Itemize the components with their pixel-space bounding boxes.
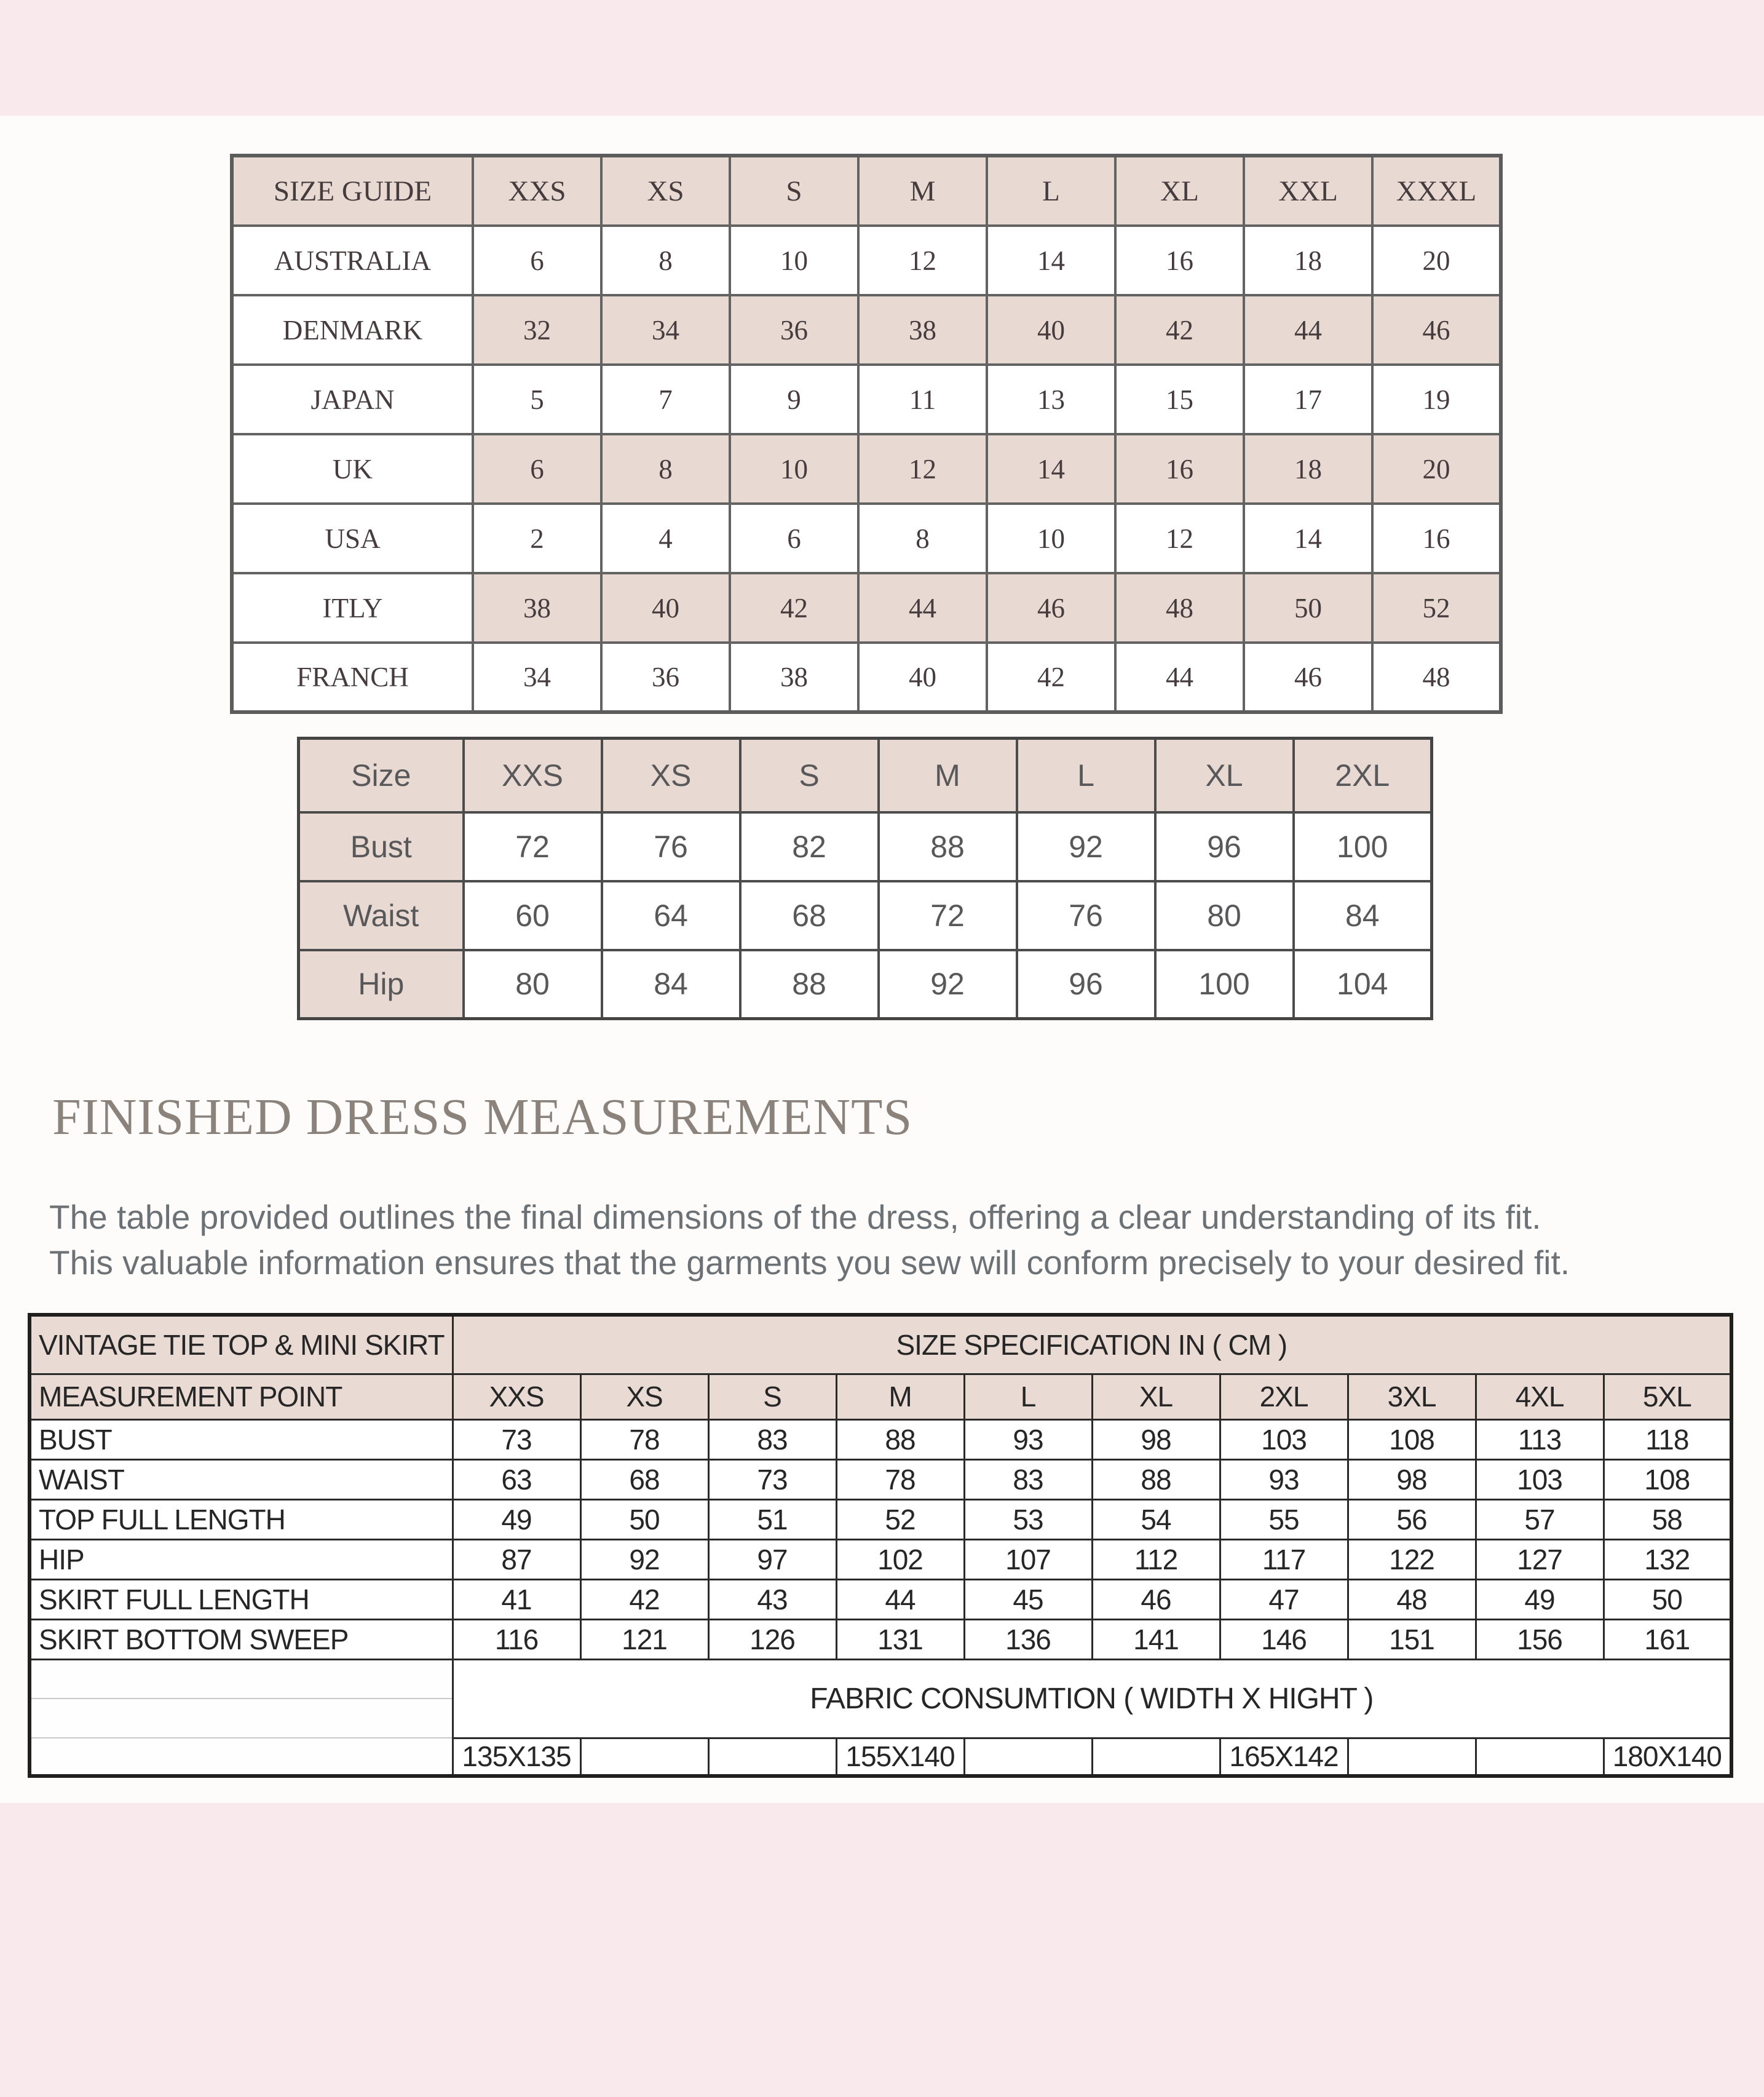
body-measurement-value-cell: 100	[1155, 950, 1294, 1019]
country-label-cell: DENMARK	[232, 295, 473, 365]
spec-measurement-value-cell: 98	[1092, 1419, 1220, 1459]
body-measurement-label-cell: Waist	[299, 881, 464, 950]
empty-label-cell	[30, 1659, 453, 1699]
spec-measurement-value-cell: 97	[708, 1539, 836, 1579]
size-guide-value-cell: 18	[1244, 226, 1372, 295]
spec-measurement-value-cell: 44	[836, 1579, 964, 1619]
spec-measurement-value-cell: 151	[1348, 1619, 1476, 1659]
spec-measurement-value-cell: 53	[964, 1499, 1092, 1539]
fabric-value-cell	[708, 1738, 836, 1776]
size-guide-value-cell: 38	[858, 295, 987, 365]
size-guide-size-header-cell: XXS	[473, 156, 601, 226]
size-guide-value-cell: 6	[473, 226, 601, 295]
empty-label-cell	[30, 1699, 453, 1738]
fabric-value-cell: 180X140	[1604, 1738, 1731, 1776]
country-label-cell: ITLY	[232, 573, 473, 643]
spec-measurement-value-cell: 92	[580, 1539, 708, 1579]
body-measurement-value-cell: 96	[1155, 812, 1294, 881]
spec-measurement-value-cell: 50	[580, 1499, 708, 1539]
size-guide-value-cell: 44	[1115, 643, 1244, 712]
spec-measurement-value-cell: 112	[1092, 1539, 1220, 1579]
body-measurement-value-cell: 96	[1017, 950, 1155, 1019]
size-guide-value-cell: 6	[473, 434, 601, 504]
body-measurement-value-cell: 72	[464, 812, 602, 881]
size-guide-value-cell: 20	[1372, 226, 1501, 295]
size-guide-value-cell: 12	[858, 434, 987, 504]
spec-size-header-cell: 2XL	[1220, 1374, 1348, 1419]
spec-measurement-row	[30, 1419, 1731, 1459]
spec-measurement-value-cell: 161	[1604, 1619, 1731, 1659]
spec-measurement-value-cell: 131	[836, 1619, 964, 1659]
fabric-value-cell	[1476, 1738, 1604, 1776]
spec-measurement-value-cell: 45	[964, 1579, 1092, 1619]
fabric-value-cell	[1092, 1738, 1220, 1776]
body-table-size-header-cell: XL	[1155, 739, 1294, 812]
size-guide-value-cell: 13	[987, 365, 1115, 434]
size-guide-value-cell: 14	[987, 434, 1115, 504]
spec-measurement-value-cell: 88	[836, 1419, 964, 1459]
spec-measurement-value-cell: 146	[1220, 1619, 1348, 1659]
size-guide-header-row	[232, 156, 1501, 226]
size-guide-size-header-cell: XS	[601, 156, 730, 226]
spec-size-header-cell: XL	[1092, 1374, 1220, 1419]
size-guide-value-cell: 48	[1372, 643, 1501, 712]
spec-measurement-label-cell: HIP	[30, 1539, 453, 1579]
body-measurement-value-cell: 76	[602, 812, 740, 881]
top-pink-banner	[0, 0, 1764, 116]
spec-measurement-row	[30, 1499, 1731, 1539]
spec-measurement-label-cell: SKIRT FULL LENGTH	[30, 1579, 453, 1619]
spec-measurement-value-cell: 78	[836, 1459, 964, 1499]
body-measurement-value-cell: 82	[740, 812, 879, 881]
spec-measurement-value-cell: 121	[580, 1619, 708, 1659]
spec-measurement-value-cell: 68	[580, 1459, 708, 1499]
size-guide-value-cell: 10	[730, 434, 858, 504]
spec-size-header-cell: 3XL	[1348, 1374, 1476, 1419]
size-guide-value-cell: 14	[987, 226, 1115, 295]
spec-measurement-value-cell: 107	[964, 1539, 1092, 1579]
size-guide-size-header-cell: M	[858, 156, 987, 226]
spec-measurement-label-cell: SKIRT BOTTOM SWEEP	[30, 1619, 453, 1659]
size-guide-row	[232, 226, 1501, 295]
size-guide-value-cell: 19	[1372, 365, 1501, 434]
sizes-header-row	[30, 1374, 1731, 1419]
size-guide-value-cell: 12	[1115, 504, 1244, 573]
spec-measurement-value-cell: 83	[708, 1419, 836, 1459]
spec-measurement-value-cell: 103	[1220, 1419, 1348, 1459]
fabric-value-cell	[580, 1738, 708, 1776]
fabric-value-cell	[1348, 1738, 1476, 1776]
body-table-size-header-cell: XS	[602, 739, 740, 812]
body-table-size-header-cell: XXS	[464, 739, 602, 812]
spec-measurement-value-cell: 93	[964, 1419, 1092, 1459]
spec-measurement-value-cell: 58	[1604, 1499, 1731, 1539]
spec-size-header-cell: XS	[580, 1374, 708, 1419]
body-measurement-row	[299, 950, 1432, 1019]
spec-measurement-label-cell: BUST	[30, 1419, 453, 1459]
size-guide-value-cell: 16	[1115, 434, 1244, 504]
size-guide-value-cell: 8	[858, 504, 987, 573]
spec-measurement-value-cell: 156	[1476, 1619, 1604, 1659]
body-measurement-value-cell: 104	[1294, 950, 1432, 1019]
size-guide-size-header-cell: XXL	[1244, 156, 1372, 226]
size-guide-value-cell: 11	[858, 365, 987, 434]
country-label-cell: USA	[232, 504, 473, 573]
size-guide-value-cell: 7	[601, 365, 730, 434]
intro-paragraph-line2: This valuable information ensures that the garments you sew will conform precisely to your desired fit.	[49, 1243, 1570, 1282]
size-guide-value-cell: 6	[730, 504, 858, 573]
size-guide-row	[232, 434, 1501, 504]
fabric-value-cell: 135X135	[453, 1738, 580, 1776]
body-table-size-header-cell: 2XL	[1294, 739, 1432, 812]
empty-label-cell	[30, 1738, 453, 1776]
spec-measurement-value-cell: 118	[1604, 1419, 1731, 1459]
size-guide-value-cell: 4	[601, 504, 730, 573]
size-guide-value-cell: 48	[1115, 573, 1244, 643]
body-table-size-header-cell: S	[740, 739, 879, 812]
spec-measurement-row	[30, 1619, 1731, 1659]
body-measurement-value-cell: 80	[1155, 881, 1294, 950]
country-label-cell: AUSTRALIA	[232, 226, 473, 295]
body-measurement-value-cell: 80	[464, 950, 602, 1019]
product-name-cell: VINTAGE TIE TOP & MINI SKIRT	[30, 1315, 453, 1374]
spec-size-header-cell: M	[836, 1374, 964, 1419]
size-guide-value-cell: 8	[601, 434, 730, 504]
spec-measurement-value-cell: 52	[836, 1499, 964, 1539]
size-guide-row	[232, 573, 1501, 643]
spec-measurement-value-cell: 55	[1220, 1499, 1348, 1539]
size-guide-value-cell: 40	[601, 573, 730, 643]
size-guide-value-cell: 38	[730, 643, 858, 712]
spec-size-header-cell: L	[964, 1374, 1092, 1419]
body-measurement-value-cell: 64	[602, 881, 740, 950]
size-guide-row	[232, 504, 1501, 573]
spec-size-header-cell: S	[708, 1374, 836, 1419]
size-guide-value-cell: 34	[473, 643, 601, 712]
spec-measurement-value-cell: 116	[453, 1619, 580, 1659]
spec-measurement-value-cell: 113	[1476, 1419, 1604, 1459]
size-guide-value-cell: 20	[1372, 434, 1501, 504]
fabric-value-cell	[964, 1738, 1092, 1776]
intro-paragraph-line1: The table provided outlines the final dimensions of the dress, offering a clear understanding of its fit.	[49, 1198, 1541, 1236]
spec-measurement-value-cell: 108	[1348, 1419, 1476, 1459]
size-guide-value-cell: 2	[473, 504, 601, 573]
body-table-size-header-cell: L	[1017, 739, 1155, 812]
spec-measurement-value-cell: 141	[1092, 1619, 1220, 1659]
spec-measurement-value-cell: 41	[453, 1579, 580, 1619]
size-guide-value-cell: 32	[473, 295, 601, 365]
body-measurement-label-cell: Hip	[299, 950, 464, 1019]
size-guide-value-cell: 38	[473, 573, 601, 643]
country-label-cell: FRANCH	[232, 643, 473, 712]
spec-measurement-value-cell: 87	[453, 1539, 580, 1579]
size-guide-size-header-cell: S	[730, 156, 858, 226]
size-guide-row	[232, 643, 1501, 712]
body-measurement-value-cell: 68	[740, 881, 879, 950]
size-guide-value-cell: 42	[730, 573, 858, 643]
spec-size-header-cell: 4XL	[1476, 1374, 1604, 1419]
size-guide-value-cell: 46	[1244, 643, 1372, 712]
spec-measurement-label-cell: TOP FULL LENGTH	[30, 1499, 453, 1539]
body-measurement-value-cell: 92	[1017, 812, 1155, 881]
fabric-values-row	[30, 1738, 1731, 1776]
size-guide-value-cell: 14	[1244, 504, 1372, 573]
size-guide-value-cell: 16	[1372, 504, 1501, 573]
body-measurement-label-cell: Bust	[299, 812, 464, 881]
size-guide-value-cell: 10	[730, 226, 858, 295]
size-guide-value-cell: 10	[987, 504, 1115, 573]
size-guide-value-cell: 15	[1115, 365, 1244, 434]
spec-measurement-value-cell: 136	[964, 1619, 1092, 1659]
spec-measurement-value-cell: 78	[580, 1419, 708, 1459]
spec-measurement-value-cell: 88	[1092, 1459, 1220, 1499]
body-measurement-value-cell: 84	[1294, 881, 1432, 950]
spec-measurement-value-cell: 103	[1476, 1459, 1604, 1499]
spec-measurement-value-cell: 42	[580, 1579, 708, 1619]
spec-measurement-value-cell: 102	[836, 1539, 964, 1579]
size-guide-value-cell: 42	[1115, 295, 1244, 365]
body-measurement-value-cell: 100	[1294, 812, 1432, 881]
body-measurement-row	[299, 812, 1432, 881]
bottom-pink-banner	[0, 1803, 1764, 2097]
body-measurement-row	[299, 881, 1432, 950]
size-guide-value-cell: 44	[858, 573, 987, 643]
spec-size-header-cell: 5XL	[1604, 1374, 1731, 1419]
finished-dress-measurements-table	[28, 1313, 1733, 1778]
size-guide-value-cell: 40	[987, 295, 1115, 365]
spec-measurement-value-cell: 49	[453, 1499, 580, 1539]
country-label-cell: JAPAN	[232, 365, 473, 434]
size-guide-size-header-cell: XXXL	[1372, 156, 1501, 226]
spec-measurement-value-cell: 48	[1348, 1579, 1476, 1619]
spec-measurement-value-cell: 56	[1348, 1499, 1476, 1539]
spec-measurement-label-cell: WAIST	[30, 1459, 453, 1499]
size-guide-value-cell: 34	[601, 295, 730, 365]
spec-measurement-row	[30, 1579, 1731, 1619]
size-guide-value-cell: 17	[1244, 365, 1372, 434]
spec-measurement-value-cell: 46	[1092, 1579, 1220, 1619]
spec-measurement-value-cell: 108	[1604, 1459, 1731, 1499]
size-guide-value-cell: 44	[1244, 295, 1372, 365]
body-measurement-value-cell: 60	[464, 881, 602, 950]
spec-measurement-value-cell: 132	[1604, 1539, 1731, 1579]
size-specification-header-cell: SIZE SPECIFICATION IN ( CM )	[453, 1315, 1731, 1374]
spec-measurement-value-cell: 63	[453, 1459, 580, 1499]
spec-measurement-value-cell: 50	[1604, 1579, 1731, 1619]
body-measurement-value-cell: 88	[879, 812, 1017, 881]
size-guide-value-cell: 36	[601, 643, 730, 712]
size-guide-value-cell: 8	[601, 226, 730, 295]
body-measurement-value-cell: 88	[740, 950, 879, 1019]
size-guide-value-cell: 42	[987, 643, 1115, 712]
country-label-cell: UK	[232, 434, 473, 504]
size-guide-value-cell: 9	[730, 365, 858, 434]
fabric-value-cell: 165X142	[1220, 1738, 1348, 1776]
size-guide-value-cell: 50	[1244, 573, 1372, 643]
spec-measurement-value-cell: 98	[1348, 1459, 1476, 1499]
size-guide-value-cell: 16	[1115, 226, 1244, 295]
size-guide-row	[232, 295, 1501, 365]
page-title: FINISHED DRESS MEASUREMENTS	[52, 1088, 913, 1146]
spec-measurement-row	[30, 1459, 1731, 1499]
size-guide-value-cell: 52	[1372, 573, 1501, 643]
body-table-header-row	[299, 739, 1432, 812]
spec-measurement-value-cell: 127	[1476, 1539, 1604, 1579]
size-guide-size-header-cell: XL	[1115, 156, 1244, 226]
spec-measurement-row	[30, 1539, 1731, 1579]
size-guide-value-cell: 36	[730, 295, 858, 365]
size-guide-title-cell: SIZE GUIDE	[232, 156, 473, 226]
size-guide-value-cell: 46	[987, 573, 1115, 643]
fabric-value-cell: 155X140	[836, 1738, 964, 1776]
spec-measurement-value-cell: 117	[1220, 1539, 1348, 1579]
size-guide-value-cell: 5	[473, 365, 601, 434]
fabric-header-row	[30, 1659, 1731, 1699]
spec-measurement-value-cell: 73	[708, 1459, 836, 1499]
body-measurements-table	[297, 737, 1433, 1020]
spec-measurement-value-cell: 57	[1476, 1499, 1604, 1539]
spec-size-header-cell: XXS	[453, 1374, 580, 1419]
size-guide-value-cell: 12	[858, 226, 987, 295]
body-table-size-header-cell: M	[879, 739, 1017, 812]
spec-measurement-value-cell: 126	[708, 1619, 836, 1659]
spec-measurement-value-cell: 51	[708, 1499, 836, 1539]
product-header-row	[30, 1315, 1731, 1374]
spec-measurement-value-cell: 93	[1220, 1459, 1348, 1499]
fabric-consumption-header-cell: FABRIC CONSUMTION ( WIDTH X HIGHT )	[453, 1659, 1731, 1738]
spec-measurement-value-cell: 83	[964, 1459, 1092, 1499]
spec-measurement-value-cell: 73	[453, 1419, 580, 1459]
measurement-point-header-cell: MEASUREMENT POINT	[30, 1374, 453, 1419]
body-measurement-value-cell: 84	[602, 950, 740, 1019]
spec-measurement-value-cell: 49	[1476, 1579, 1604, 1619]
spec-measurement-value-cell: 54	[1092, 1499, 1220, 1539]
body-measurement-value-cell: 76	[1017, 881, 1155, 950]
size-guide-value-cell: 46	[1372, 295, 1501, 365]
spec-measurement-value-cell: 122	[1348, 1539, 1476, 1579]
spec-measurement-value-cell: 47	[1220, 1579, 1348, 1619]
body-table-title-cell: Size	[299, 739, 464, 812]
body-measurement-value-cell: 92	[879, 950, 1017, 1019]
intro-paragraph	[49, 1194, 1570, 1285]
body-measurement-value-cell: 72	[879, 881, 1017, 950]
international-size-guide-table	[230, 154, 1503, 714]
size-guide-value-cell: 18	[1244, 434, 1372, 504]
size-guide-size-header-cell: L	[987, 156, 1115, 226]
size-guide-row	[232, 365, 1501, 434]
spec-measurement-value-cell: 43	[708, 1579, 836, 1619]
size-guide-value-cell: 40	[858, 643, 987, 712]
